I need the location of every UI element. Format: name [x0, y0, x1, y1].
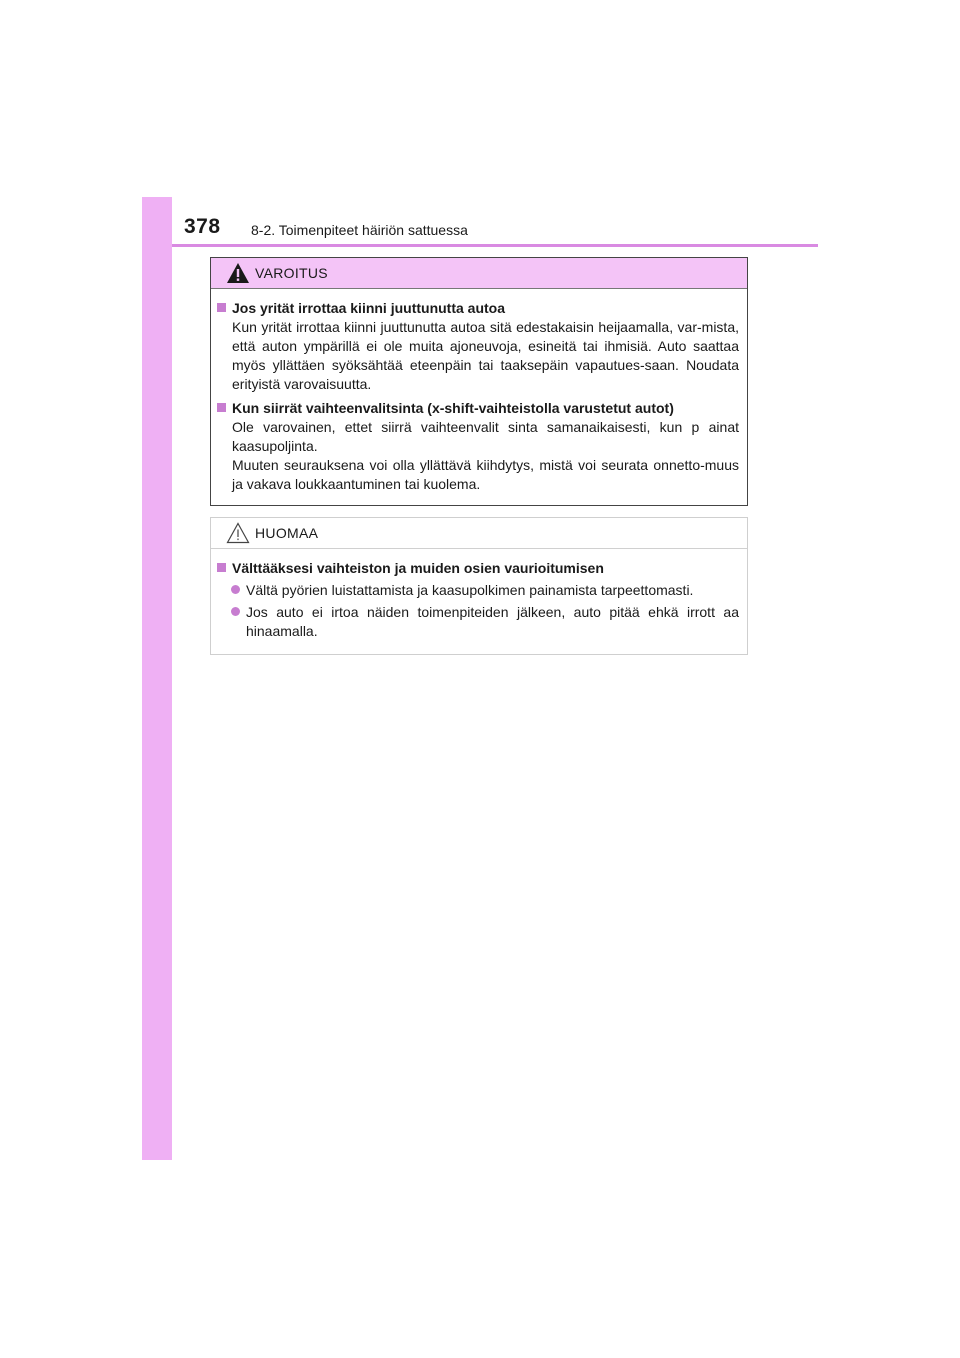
warning-item-title: [217, 299, 739, 318]
list-item-text: Jos auto ei irtoa näiden toimenpiteiden jälkeen, auto pitää ehkä irrott aa hinaamalla.: [246, 604, 739, 639]
warning-box: [210, 257, 748, 506]
list-item: [217, 603, 739, 641]
notice-title-text: Välttääksesi vaihteiston ja muiden osien vaurioitumisen: [232, 560, 604, 576]
warning-box-header: [211, 258, 747, 289]
warning-item-text: Ole varovainen, ettet siirrä vaihteenvalit sinta samanaikaisesti, kun p ainat kaasupoljinta.: [232, 419, 739, 454]
warning-item-title: [217, 399, 739, 418]
notice-label: HUOMAA: [255, 525, 319, 541]
notice-box: [210, 517, 748, 655]
caution-triangle-icon: [226, 522, 250, 544]
warning-item-title-text: Kun siirrät vaihteenvalitsinta (x-shift-vaihteistolla varustetut autot): [232, 400, 674, 416]
warning-triangle-icon: [226, 262, 250, 284]
section-title: 8-2. Toimenpiteet häiriön sattuessa: [251, 222, 468, 238]
side-color-band: [142, 197, 172, 1160]
notice-title: [217, 559, 739, 578]
page-number: 378: [184, 215, 221, 238]
warning-item-text: Muuten seurauksena voi olla yllättävä kiihdytys, mistä voi seurata onnetto-muus ja vakava loukkaantuminen tai kuolema.: [232, 457, 739, 492]
square-bullet-icon: [217, 403, 226, 412]
notice-box-header: [211, 518, 747, 549]
square-bullet-icon: [217, 303, 226, 312]
warning-body: [211, 289, 747, 494]
list-item: [217, 581, 739, 600]
warning-label: VAROITUS: [255, 265, 328, 281]
round-bullet-icon: [231, 607, 240, 616]
page-header: [172, 210, 818, 247]
round-bullet-icon: [231, 585, 240, 594]
square-bullet-icon: [217, 563, 226, 572]
warning-item-title-text: Jos yrität irrottaa kiinni juuttunutta autoa: [232, 300, 506, 316]
list-item-text: Vältä pyörien luistattamista ja kaasupolkimen painamista tarpeettomasti.: [246, 582, 694, 598]
warning-item-text: Kun yrität irrottaa kiinni juuttunutta autoa sitä edestakaisin heijaamalla, var-mista, että auton ympärillä ei ole muita ajoneuvoja, esineitä tai ihmisiä. Auto saattaa myös yllättäen syöksähtää eteenpäin tai taaksepäin vapautues-saan. Noudata erityistä varovaisuutta.: [232, 319, 739, 392]
notice-body: [211, 549, 747, 641]
